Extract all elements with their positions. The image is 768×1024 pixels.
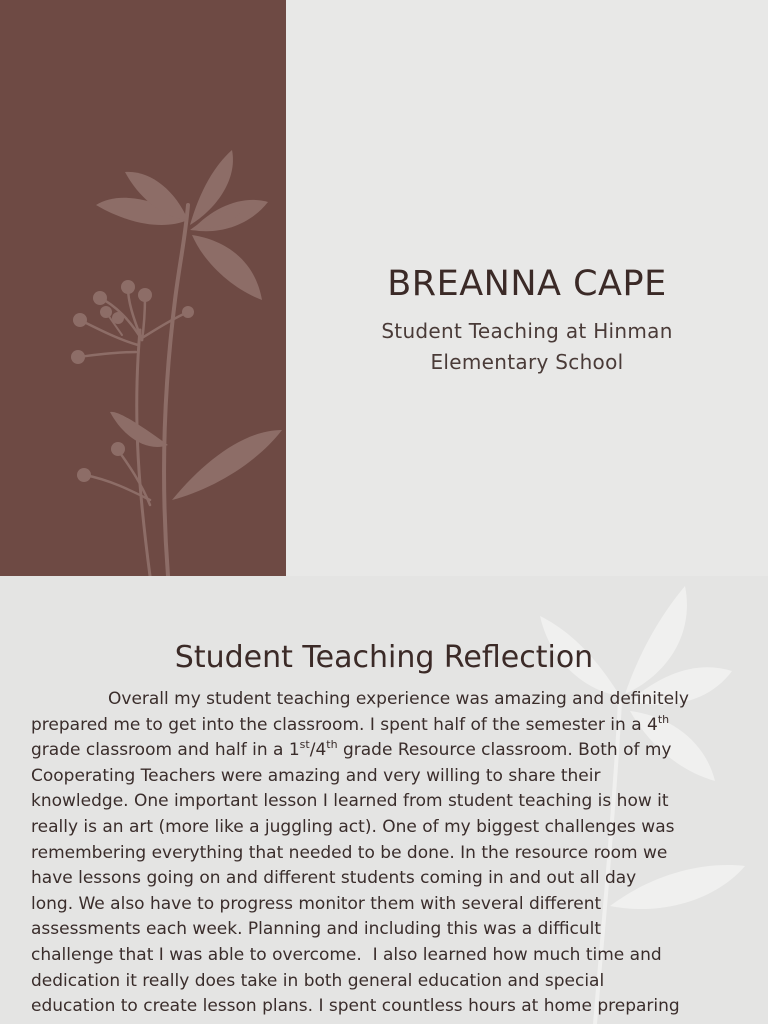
presentation-subtitle (326, 316, 728, 378)
subtitle-line: Student Teaching at Hinman (381, 319, 673, 343)
paragraph-text: /4 (309, 740, 327, 761)
paragraph-text: grade classroom and half in a 1 (31, 740, 300, 761)
slide-heading: Student Teaching Reflection (174, 640, 594, 675)
paragraph-line: Overall my student teaching experience was amazing and definitely (108, 689, 689, 709)
ordinal-suffix: th (657, 712, 670, 726)
reflection-slide (0, 576, 768, 1024)
subtitle-line: Elementary School (430, 350, 624, 374)
reflection-paragraph (31, 687, 751, 1020)
accent-panel (0, 0, 286, 576)
presentation-title: BREANNA CAPE (387, 264, 667, 304)
paragraph-line: knowledge. One important lesson I learned from student teaching is how it (31, 791, 669, 812)
paragraph-line: have lessons going on and different students coming in and out all day (31, 868, 637, 889)
paragraph-text: grade Resource classroom. Both of my (337, 740, 672, 761)
paragraph-line (31, 713, 751, 739)
paragraph-line: dedication it really does take in both general education and special (31, 970, 605, 991)
paragraph-line: challenge that I was able to overcome. I also learned how much time and (31, 944, 662, 965)
paragraph-line: really is an art (more like a juggling act). One of my biggest challenges was (31, 816, 675, 837)
paragraph-line: assessments each week. Planning and including this was a difficult (31, 919, 602, 940)
paragraph-line (31, 738, 751, 764)
ordinal-suffix: st (299, 738, 310, 752)
paragraph-line: education to create lesson plans. I spent countless hours at home preparing (31, 996, 680, 1017)
paragraph-line: remembering everything that needed to be done. In the resource room we (31, 842, 668, 863)
ordinal-suffix: th (326, 738, 338, 752)
paragraph-text: prepared me to get into the classroom. I spent half of the semester in a 4 (31, 714, 658, 735)
paragraph-line: long. We also have to progress monitor them with several different (31, 893, 602, 914)
paragraph-line: Cooperating Teachers were amazing and very willing to share their (31, 765, 601, 786)
botanical-illustration (0, 0, 286, 576)
